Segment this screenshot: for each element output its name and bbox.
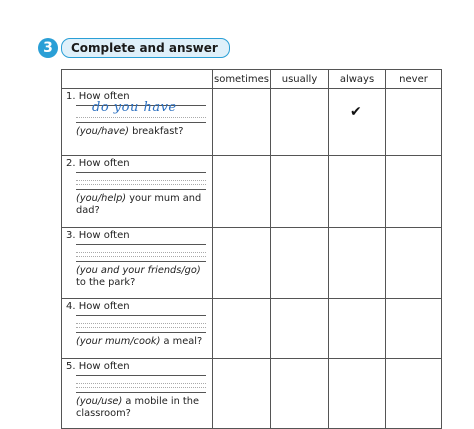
checkbox-usually[interactable] xyxy=(271,89,329,156)
question-prompt: 4. How often xyxy=(66,301,130,312)
checkbox-sometimes[interactable] xyxy=(213,156,271,228)
table-row xyxy=(62,228,442,299)
answer-line[interactable] xyxy=(76,244,206,245)
table-row xyxy=(62,89,442,156)
answer-guide-line xyxy=(76,184,206,185)
checkbox-always[interactable] xyxy=(329,299,386,359)
question-cue: (your mum/cook) a meal? xyxy=(76,336,203,347)
question-cue: (you/use) a mobile in the classroom? xyxy=(76,396,199,419)
checkbox-never[interactable] xyxy=(386,89,442,156)
checkbox-usually[interactable] xyxy=(271,228,329,299)
answer-guide-line xyxy=(76,387,206,388)
checkbox-usually[interactable] xyxy=(271,299,329,359)
check-mark-icon: ✔ xyxy=(350,104,362,120)
frequency-table xyxy=(61,69,442,429)
answer-guide-line xyxy=(76,256,206,257)
checkbox-usually[interactable] xyxy=(271,156,329,228)
table-row xyxy=(62,299,442,359)
checkbox-always[interactable] xyxy=(329,89,386,156)
column-header-usually: usually xyxy=(271,70,329,89)
answer-guide-line xyxy=(76,323,206,324)
header-blank-cell xyxy=(62,70,213,89)
checkbox-always[interactable] xyxy=(329,228,386,299)
answer-line[interactable] xyxy=(76,189,206,190)
table-row xyxy=(62,156,442,228)
answer-guide-line xyxy=(76,117,206,118)
checkbox-never[interactable] xyxy=(386,228,442,299)
column-header-always: always xyxy=(329,70,386,89)
question-prompt: 5. How often xyxy=(66,361,130,372)
answer-line[interactable] xyxy=(76,261,206,262)
answer-line[interactable] xyxy=(76,172,206,173)
answer-line[interactable] xyxy=(76,392,206,393)
answer-guide-line xyxy=(76,327,206,328)
answer-line[interactable] xyxy=(76,332,206,333)
answer-line[interactable] xyxy=(76,375,206,376)
checkbox-usually[interactable] xyxy=(271,359,329,429)
checkbox-never[interactable] xyxy=(386,359,442,429)
answer-guide-line xyxy=(76,252,206,253)
checkbox-sometimes[interactable] xyxy=(213,359,271,429)
exercise-title: Complete and answer xyxy=(61,38,230,58)
question-cue: (you/help) your mum and dad? xyxy=(76,193,202,216)
question-cell-3 xyxy=(62,228,213,299)
answer-line[interactable] xyxy=(76,315,206,316)
exercise-number-badge: 3 xyxy=(38,38,58,58)
checkbox-always[interactable] xyxy=(329,359,386,429)
question-cue: (you/have) breakfast? xyxy=(76,126,184,137)
checkbox-always[interactable] xyxy=(329,156,386,228)
table-header-row xyxy=(62,70,442,89)
handwritten-answer[interactable]: do you have xyxy=(92,100,177,115)
column-header-sometimes: sometimes xyxy=(213,70,271,89)
answer-guide-line xyxy=(76,180,206,181)
question-cell-1 xyxy=(62,89,213,156)
checkbox-never[interactable] xyxy=(386,156,442,228)
question-cue: (you and your friends/go) to the park? xyxy=(76,265,201,288)
question-prompt: 3. How often xyxy=(66,230,130,241)
column-header-never: never xyxy=(386,70,442,89)
checkbox-sometimes[interactable] xyxy=(213,299,271,359)
question-prompt: 2. How often xyxy=(66,158,130,169)
question-prompt: 1. How often xyxy=(66,91,130,102)
table-row xyxy=(62,359,442,429)
question-cell-2 xyxy=(62,156,213,228)
checkbox-sometimes[interactable] xyxy=(213,228,271,299)
question-cell-4 xyxy=(62,299,213,359)
question-cell-5 xyxy=(62,359,213,429)
exercise-header xyxy=(38,37,230,59)
answer-line xyxy=(76,122,206,123)
checkbox-sometimes[interactable] xyxy=(213,89,271,156)
answer-guide-line xyxy=(76,383,206,384)
checkbox-never[interactable] xyxy=(386,299,442,359)
